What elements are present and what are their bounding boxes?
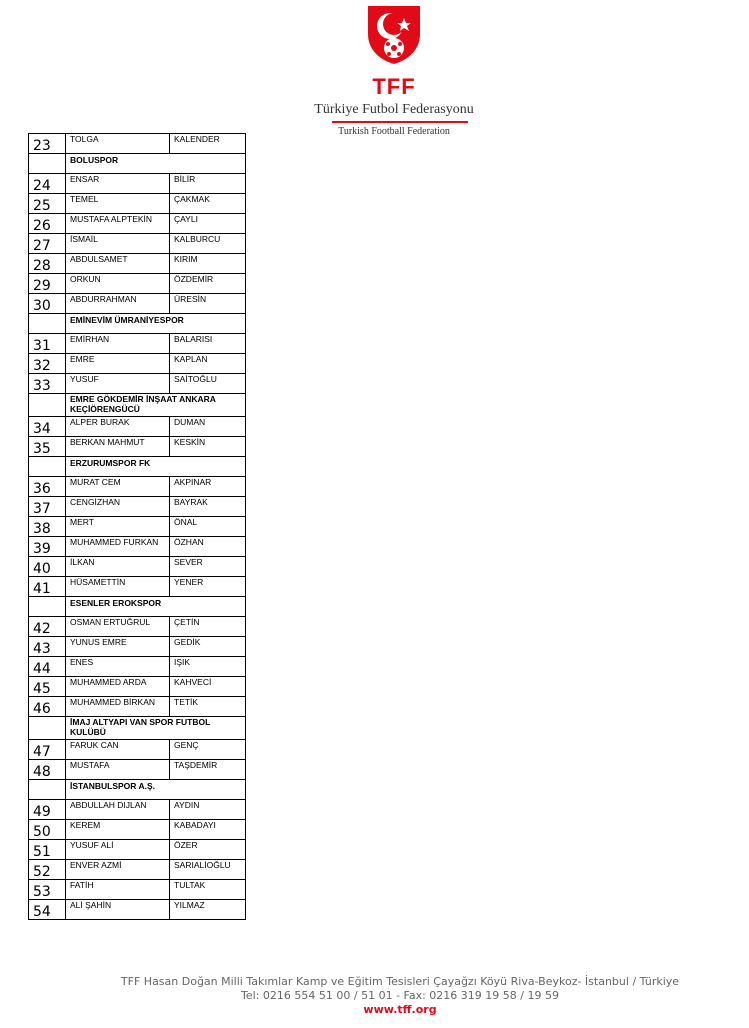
player-number: 31 — [29, 334, 66, 354]
player-first-name: FARUK CAN — [66, 740, 170, 760]
club-header-row — [29, 717, 246, 740]
player-first-name: ENVER AZMİ — [66, 860, 170, 880]
player-last-name: TETİK — [170, 697, 246, 717]
player-number: 27 — [29, 234, 66, 254]
player-row — [29, 517, 246, 537]
player-first-name: TEMEL — [66, 194, 170, 214]
player-number: 28 — [29, 254, 66, 274]
empty-number-cell — [29, 597, 66, 617]
player-last-name: BİLİR — [170, 174, 246, 194]
player-number: 39 — [29, 537, 66, 557]
federation-name-en: Turkish Football Federation — [338, 126, 450, 137]
player-last-name: KIRIM — [170, 254, 246, 274]
player-last-name: KALENDER — [170, 134, 246, 154]
player-last-name: SEVER — [170, 557, 246, 577]
player-last-name: SAİTOĞLU — [170, 374, 246, 394]
player-first-name: BERKAN MAHMUT — [66, 437, 170, 457]
player-row — [29, 617, 246, 637]
player-row — [29, 557, 246, 577]
player-last-name: TAŞDEMİR — [170, 760, 246, 780]
player-row — [29, 657, 246, 677]
player-first-name: ENES — [66, 657, 170, 677]
player-last-name: KAPLAN — [170, 354, 246, 374]
player-row — [29, 274, 246, 294]
player-last-name: ÇAYLI — [170, 214, 246, 234]
player-number: 47 — [29, 740, 66, 760]
player-last-name: ÖNAL — [170, 517, 246, 537]
player-last-name: KESKİN — [170, 437, 246, 457]
player-last-name: KAHVECİ — [170, 677, 246, 697]
player-first-name: MUHAMMED FURKAN — [66, 537, 170, 557]
club-name: İMAJ ALTYAPI VAN SPOR FUTBOL KULÜBÜ — [66, 717, 246, 740]
player-last-name: ÇETİN — [170, 617, 246, 637]
player-row — [29, 417, 246, 437]
player-first-name: ORKUN — [66, 274, 170, 294]
empty-number-cell — [29, 154, 66, 174]
player-number: 41 — [29, 577, 66, 597]
player-number: 44 — [29, 657, 66, 677]
player-number: 48 — [29, 760, 66, 780]
player-row — [29, 354, 246, 374]
player-row — [29, 134, 246, 154]
club-name: İSTANBULSPOR A.Ş. — [66, 780, 246, 800]
player-row — [29, 637, 246, 657]
player-row — [29, 234, 246, 254]
player-last-name: ÇAKMAK — [170, 194, 246, 214]
empty-number-cell — [29, 457, 66, 477]
player-first-name: ENSAR — [66, 174, 170, 194]
player-last-name: BALARISI — [170, 334, 246, 354]
player-row — [29, 760, 246, 780]
player-number: 53 — [29, 880, 66, 900]
player-last-name: TULTAK — [170, 880, 246, 900]
player-number: 38 — [29, 517, 66, 537]
club-header-row — [29, 394, 246, 417]
player-number: 36 — [29, 477, 66, 497]
player-first-name: TOLGA — [66, 134, 170, 154]
player-row — [29, 880, 246, 900]
player-row — [29, 820, 246, 840]
player-number: 29 — [29, 274, 66, 294]
player-row — [29, 214, 246, 234]
player-number: 40 — [29, 557, 66, 577]
player-last-name: AKPINAR — [170, 477, 246, 497]
player-last-name: KABADAYI — [170, 820, 246, 840]
player-first-name: MUSTAFA ALPTEKİN — [66, 214, 170, 234]
player-first-name: YUNUS EMRE — [66, 637, 170, 657]
club-name: ESENLER EROKSPOR — [66, 597, 246, 617]
player-first-name: YUSUF — [66, 374, 170, 394]
club-header-row — [29, 457, 246, 477]
empty-number-cell — [29, 780, 66, 800]
player-first-name: MUHAMMED ARDA — [66, 677, 170, 697]
player-first-name: OSMAN ERTUĞRUL — [66, 617, 170, 637]
empty-number-cell — [29, 314, 66, 334]
player-row — [29, 840, 246, 860]
player-first-name: MURAT CEM — [66, 477, 170, 497]
player-number: 25 — [29, 194, 66, 214]
player-last-name: DUMAN — [170, 417, 246, 437]
player-last-name: ÜRESİN — [170, 294, 246, 314]
player-last-name: ÖZHAN — [170, 537, 246, 557]
player-row — [29, 294, 246, 314]
player-number: 50 — [29, 820, 66, 840]
player-first-name: ABDULSAMET — [66, 254, 170, 274]
player-row — [29, 677, 246, 697]
player-number: 49 — [29, 800, 66, 820]
player-first-name: ABDURRAHMAN — [66, 294, 170, 314]
player-number: 51 — [29, 840, 66, 860]
player-number: 54 — [29, 900, 66, 920]
footer-website-link[interactable]: www.tff.org — [363, 1003, 437, 1016]
player-row — [29, 800, 246, 820]
player-number: 37 — [29, 497, 66, 517]
player-row — [29, 194, 246, 214]
empty-number-cell — [29, 394, 66, 417]
player-last-name: GEDİK — [170, 637, 246, 657]
club-name: EMRE GÖKDEMİR İNŞAAT ANKARA KEÇİÖRENGÜCÜ — [66, 394, 246, 417]
player-last-name: ÖZER — [170, 840, 246, 860]
player-last-name: BAYRAK — [170, 497, 246, 517]
tff-abbreviation: TFF — [372, 74, 416, 99]
player-row — [29, 740, 246, 760]
club-header-row — [29, 780, 246, 800]
player-row — [29, 254, 246, 274]
player-number: 30 — [29, 294, 66, 314]
player-row — [29, 477, 246, 497]
club-name: BOLUSPOR — [66, 154, 246, 174]
club-header-row — [29, 597, 246, 617]
footer-address: TFF Hasan Doğan Milli Takımlar Kamp ve Eğitim Tesisleri Çayağzı Köyü Riva-Beykoz- İstanbul / Türkiye — [120, 975, 680, 988]
logo-divider — [332, 121, 468, 123]
player-first-name: CENGİZHAN — [66, 497, 170, 517]
player-number: 43 — [29, 637, 66, 657]
player-first-name: HÜSAMETTİN — [66, 577, 170, 597]
player-last-name: KALBURCU — [170, 234, 246, 254]
federation-name-tr: Türkiye Futbol Federasyonu — [314, 102, 474, 117]
player-first-name: MUSTAFA — [66, 760, 170, 780]
player-row — [29, 437, 246, 457]
player-last-name: ÖZDEMİR — [170, 274, 246, 294]
club-name: ERZURUMSPOR FK — [66, 457, 246, 477]
player-roster-table — [28, 133, 246, 920]
player-row — [29, 497, 246, 517]
player-first-name: EMRE — [66, 354, 170, 374]
player-first-name: MERT — [66, 517, 170, 537]
player-row — [29, 900, 246, 920]
player-number: 46 — [29, 697, 66, 717]
tff-crest-icon — [364, 4, 424, 66]
player-row — [29, 334, 246, 354]
player-first-name: ALPER BURAK — [66, 417, 170, 437]
empty-number-cell — [29, 717, 66, 740]
player-first-name: MUHAMMED BİRKAN — [66, 697, 170, 717]
club-name: EMİNEVİM ÜMRANİYESPOR — [66, 314, 246, 334]
player-number: 34 — [29, 417, 66, 437]
player-row — [29, 537, 246, 557]
player-first-name: EMİRHAN — [66, 334, 170, 354]
player-last-name: YENER — [170, 577, 246, 597]
player-first-name: İSMAİL — [66, 234, 170, 254]
player-first-name: İLKAN — [66, 557, 170, 577]
player-first-name: FATİH — [66, 880, 170, 900]
player-number: 26 — [29, 214, 66, 234]
player-last-name: AYDIN — [170, 800, 246, 820]
player-last-name: GENÇ — [170, 740, 246, 760]
footer-contact: Tel: 0216 554 51 00 / 51 01 - Fax: 0216 319 19 58 / 19 59 — [241, 989, 559, 1002]
player-last-name: SARIALİOĞLU — [170, 860, 246, 880]
player-first-name: ABDULLAH DIJLAN — [66, 800, 170, 820]
club-header-row — [29, 154, 246, 174]
player-number: 23 — [29, 134, 66, 154]
player-first-name: KEREM — [66, 820, 170, 840]
player-row — [29, 174, 246, 194]
player-row — [29, 577, 246, 597]
player-number: 42 — [29, 617, 66, 637]
player-number: 33 — [29, 374, 66, 394]
player-last-name: YILMAZ — [170, 900, 246, 920]
player-row — [29, 374, 246, 394]
club-header-row — [29, 314, 246, 334]
tff-logo — [314, 4, 474, 137]
player-number: 35 — [29, 437, 66, 457]
player-number: 24 — [29, 174, 66, 194]
player-last-name: IŞIK — [170, 657, 246, 677]
player-number: 32 — [29, 354, 66, 374]
player-number: 45 — [29, 677, 66, 697]
player-first-name: YUSUF ALİ — [66, 840, 170, 860]
player-row — [29, 697, 246, 717]
player-row — [29, 860, 246, 880]
player-number: 52 — [29, 860, 66, 880]
player-first-name: ALİ ŞAHİN — [66, 900, 170, 920]
